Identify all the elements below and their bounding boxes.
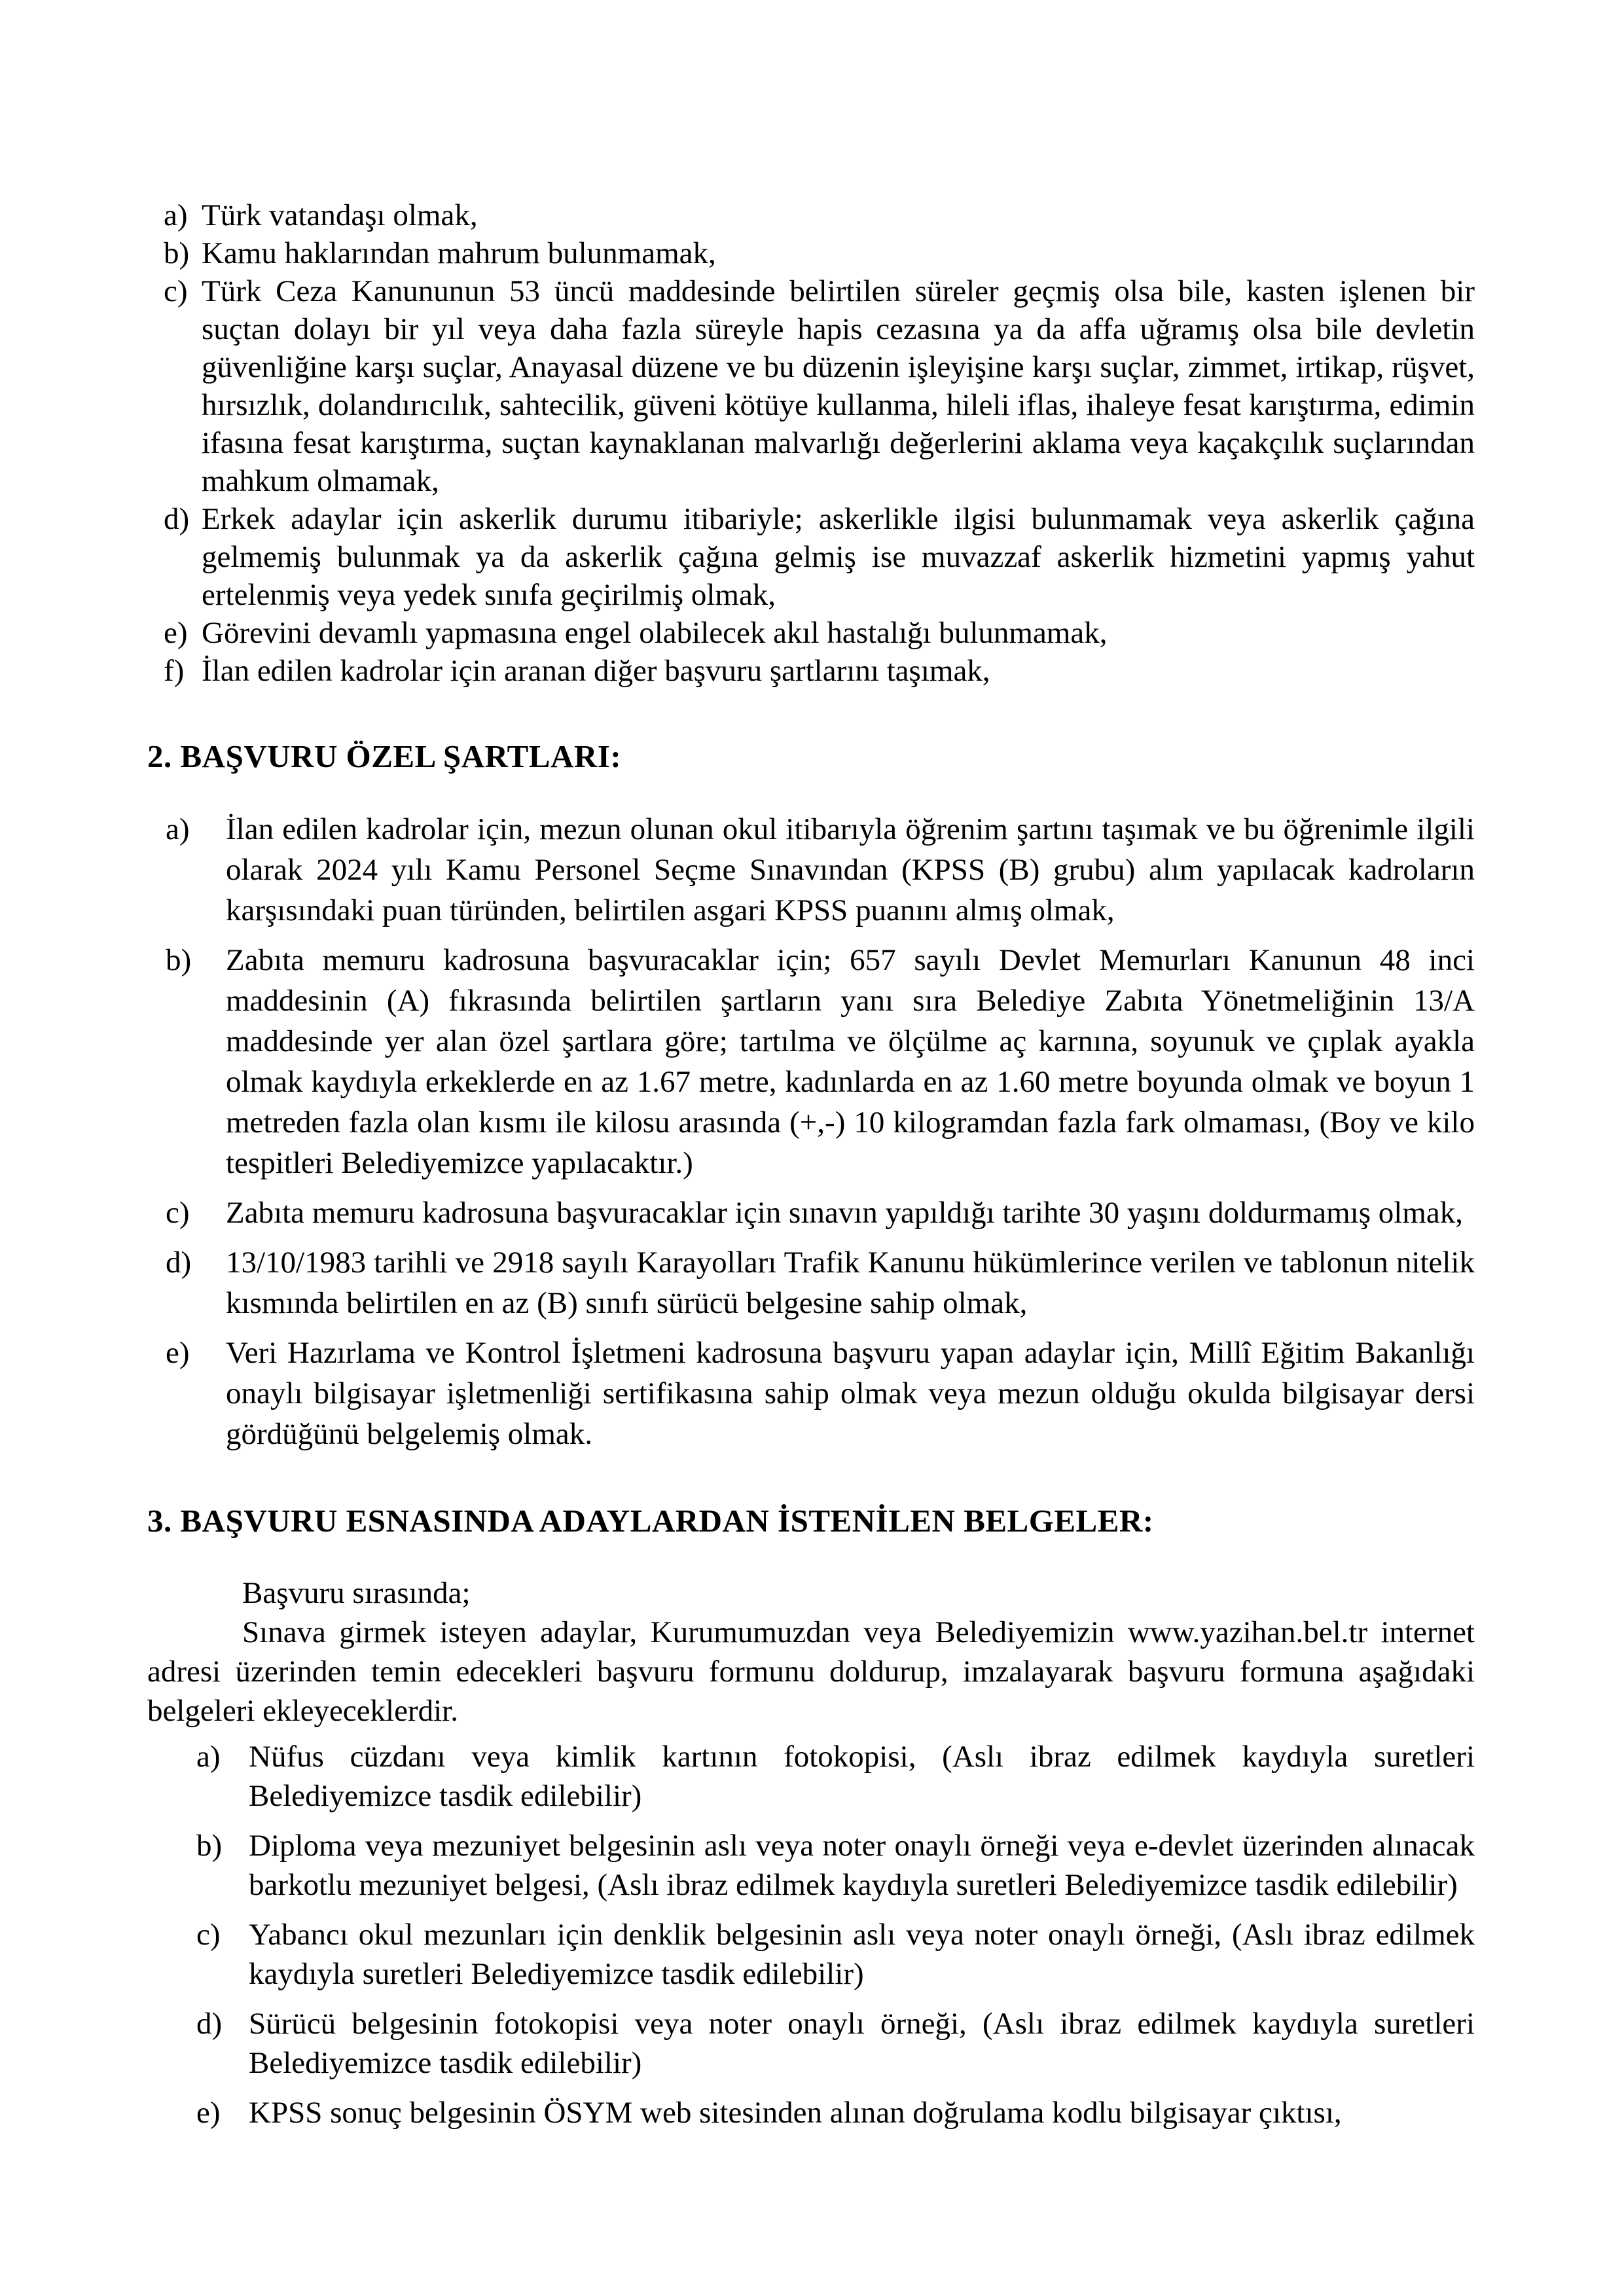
item-text: 13/10/1983 tarihli ve 2918 sayılı Karayolları Trafik Kanunu hükümlerince verilen ve tablonun nitelik kısmında belirtilen en az (B) sınıfı sürücü belgesine sahip olmak,: [226, 1246, 1475, 1320]
item-text: Nüfus cüzdanı veya kimlik kartının fotokopisi, (Aslı ibraz edilmek kaydıyla suretleri Belediyemizce tasdik edilebilir): [249, 1740, 1475, 1813]
item-text: Türk Ceza Kanununun 53 üncü maddesinde belirtilen süreler geçmiş olsa bile, kasten işlenen bir suçtan dolayı bir yıl veya daha fazla süreyle hapis cezasına ya da affa uğramış olsa bile devletin güvenliğine karşı suçlar, Anayasal düzene ve bu düzenin işleyişine karşı suçlar, zimmet, irtikap, rüşvet, hırsızlık, dolandırıcılık, sahtecilik, güveni kötüye kullanma, hileli iflas, ihaleye fesat karıştırma, edimin ifasına fesat karıştırma, suçtan kaynaklanan malvarlığı değerlerini aklama veya kaçakçılık suçlarından mahkum olmamak,: [202, 274, 1475, 498]
section3-heading: 3. BAŞVURU ESNASINDA ADAYLARDAN İSTENİLEN BELGELER:: [147, 1503, 1154, 1539]
item-text: Kamu haklarından mahrum bulunmamak,: [202, 236, 716, 270]
general-condition-item-b: [164, 234, 1475, 272]
item-marker: a): [166, 812, 190, 846]
item-text: Yabancı okul mezunları için denklik belgesinin aslı veya noter onaylı örneği, (Aslı ibraz edilmek kaydıyla suretleri Belediyemizce tasdik edilebilir): [249, 1918, 1475, 1991]
section3-item-b: [196, 1826, 1475, 1905]
section3-item-e: [196, 2093, 1475, 2132]
section2-list: [166, 809, 1475, 1454]
item-marker: e): [196, 2096, 221, 2130]
item-text: İlan edilen kadrolar için aranan diğer başvuru şartlarını taşımak,: [202, 654, 990, 688]
item-marker: f): [164, 654, 185, 688]
item-text: Zabıta memuru kadrosuna başvuracaklar için sınavın yapıldığı tarihte 30 yaşını doldurmamış olmak,: [226, 1196, 1463, 1230]
item-marker: e): [166, 1336, 190, 1370]
section3-intro-line1: Başvuru sırasında;: [242, 1576, 471, 1610]
section2-item-c: [166, 1193, 1475, 1233]
section2-item-e: [166, 1333, 1475, 1454]
item-marker: e): [164, 616, 188, 650]
general-condition-item-d: [164, 500, 1475, 614]
section3-item-c: [196, 1915, 1475, 1994]
item-marker: b): [166, 943, 192, 977]
section3-intro: [147, 1573, 1475, 1731]
item-text: Görevini devamlı yapmasına engel olabilecek akıl hastalığı bulunmamak,: [202, 616, 1108, 650]
item-text: Türk vatandaşı olmak,: [202, 198, 478, 232]
section3-list: [196, 1737, 1475, 2132]
item-text: Zabıta memuru kadrosuna başvuracaklar için; 657 sayılı Devlet Memurları Kanunun 48 inci maddesinin (A) fıkrasında belirtilen şartların yanı sıra Belediye Zabıta Yönetmeliğinin 13/A maddesinde yer alan özel şartlara göre; tartılma ve ölçülme aç karnına, soyunuk ve çıplak ayakla olmak kaydıyla erkeklerde en az 1.67 metre, kadınlarda en az 1.60 metre boyunda olmak ve boyun 1 metreden fazla olan kısmı ile kilosu arasında (+,-) 10 kilogramdan fazla fark olmaması, (Boy ve kilo tespitleri Belediyemizce yapılacaktır.): [226, 943, 1475, 1180]
item-marker: c): [164, 274, 188, 308]
item-marker: a): [196, 1740, 221, 1774]
item-marker: b): [196, 1829, 223, 1863]
general-condition-item-e: [164, 614, 1475, 652]
section3-intro-line2: Sınava girmek isteyen adaylar, Kurumumuzdan veya Belediyemizin www.yazihan.bel.tr internet adresi üzerinden temin edecekleri başvuru formunu doldurup, imzalayarak başvuru formuna aşağıdaki belgeleri ekleyeceklerdir.: [147, 1615, 1475, 1728]
item-marker: d): [196, 2007, 223, 2041]
item-text: Sürücü belgesinin fotokopisi veya noter onaylı örneği, (Aslı ibraz edilmek kaydıyla suretleri Belediyemizce tasdik edilebilir): [249, 2007, 1475, 2080]
item-text: İlan edilen kadrolar için, mezun olunan okul itibarıyla öğrenim şartını taşımak ve bu öğrenimle ilgili olarak 2024 yılı Kamu Personel Seçme Sınavından (KPSS (B) grubu) alım yapılacak kadroların karşısındaki puan türünden, belirtilen asgari KPSS puanını almış olmak,: [226, 812, 1475, 927]
section2-heading: 2. BAŞVURU ÖZEL ŞARTLARI:: [147, 738, 622, 774]
section2-item-b: [166, 940, 1475, 1183]
section2-item-d: [166, 1242, 1475, 1323]
item-text: Diploma veya mezuniyet belgesinin aslı veya noter onaylı örneği veya e-devlet üzerinden alınacak barkotlu mezuniyet belgesi, (Aslı ibraz edilmek kaydıyla suretleri Belediyemizce tasdik edilebilir): [249, 1829, 1475, 1902]
item-text: Erkek adaylar için askerlik durumu itibariyle; askerlikle ilgisi bulunmamak veya askerlik çağına gelmemiş bulunmak ya da askerlik çağına gelmiş ise muvazzaf askerlik hizmetini yapmış yahut ertelenmiş veya yedek sınıfa geçirilmiş olmak,: [202, 502, 1475, 612]
item-marker: d): [166, 1246, 192, 1280]
section3-item-a: [196, 1737, 1475, 1816]
section3-item-d: [196, 2004, 1475, 2083]
item-marker: d): [164, 502, 190, 536]
general-condition-item-f: [164, 652, 1475, 690]
general-condition-item-a: [164, 196, 1475, 234]
item-text: Veri Hazırlama ve Kontrol İşletmeni kadrosuna başvuru yapan adaylar için, Millî Eğitim Bakanlığı onaylı bilgisayar işletmenliği sertifikasına sahip olmak veya mezun olduğu okulda bilgisayar dersi gördüğünü belgelemiş olmak.: [226, 1336, 1475, 1451]
section2-item-a: [166, 809, 1475, 931]
general-conditions-list: [164, 196, 1475, 690]
item-marker: a): [164, 198, 188, 232]
item-text: KPSS sonuç belgesinin ÖSYM web sitesinden alınan doğrulama kodlu bilgisayar çıktısı,: [249, 2096, 1342, 2130]
item-marker: b): [164, 236, 190, 270]
general-condition-item-c: [164, 272, 1475, 500]
item-marker: c): [166, 1196, 190, 1230]
item-marker: c): [196, 1918, 221, 1952]
